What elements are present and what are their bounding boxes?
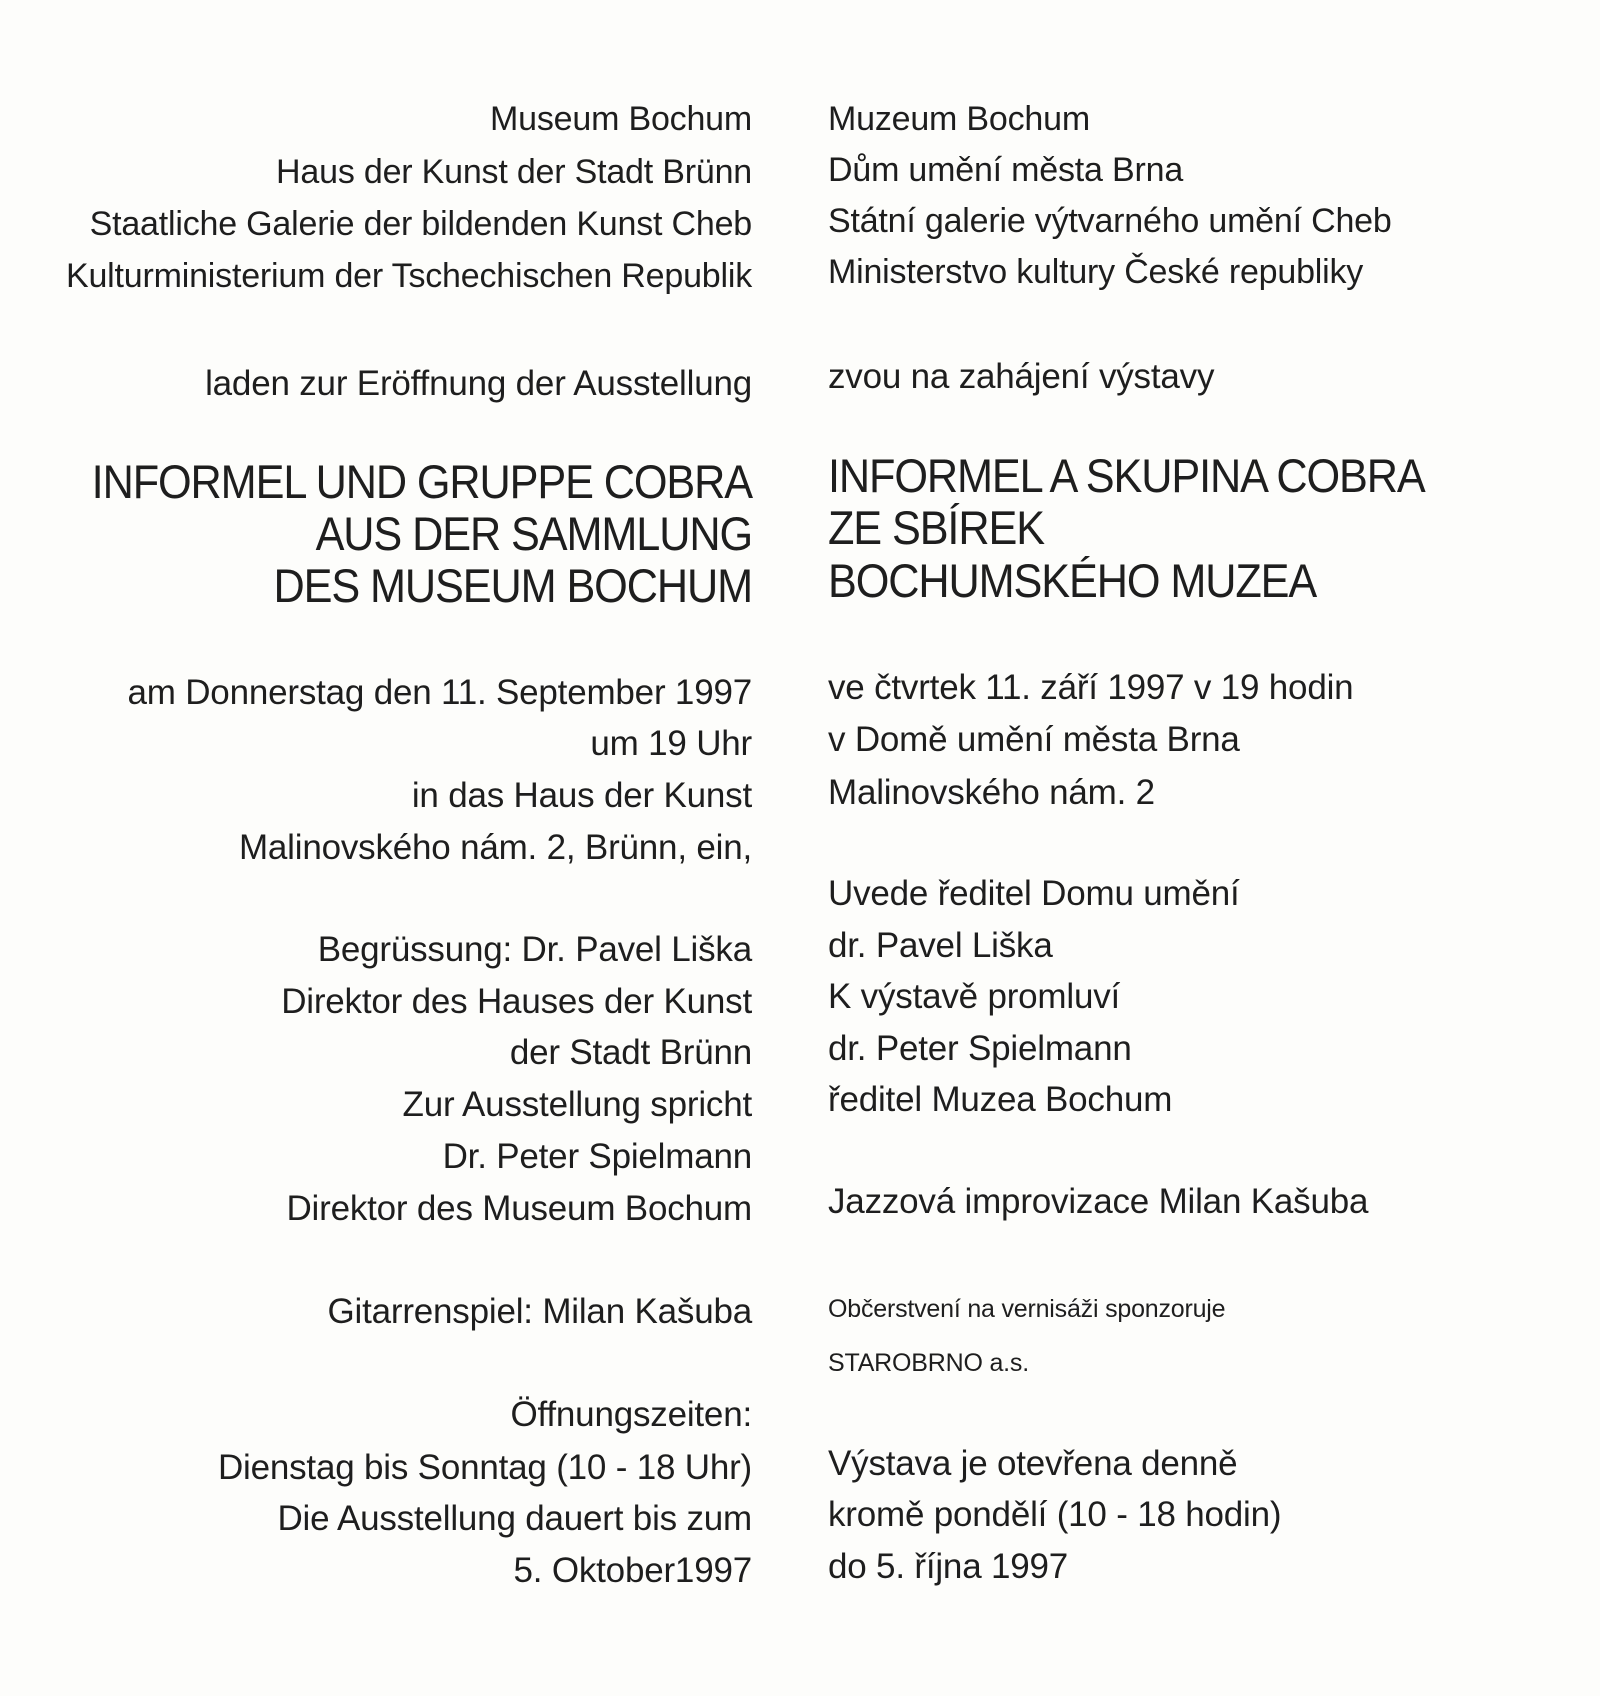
opening-hours-line: kromě pondělí (10 - 18 hodin) [828, 1495, 1282, 1534]
exhibition-title-line: BOCHUMSKÉHO MUZEA [828, 554, 1317, 607]
organizer-line: Státní galerie výtvarného umění Cheb [828, 202, 1392, 240]
organizer-line: Muzeum Bochum [828, 100, 1090, 138]
exhibition-title-line: INFORMEL UND GRUPPE COBRA [91, 455, 752, 508]
event-line: v Domě umění města Brna [828, 720, 1240, 759]
exhibition-title-line: DES MUSEUM BOCHUM [273, 559, 752, 612]
organizer-line: Ministerstvo kultury České republiky [828, 253, 1364, 291]
event-line: Malinovského nám. 2, Brünn, ein, [238, 828, 752, 867]
speaker-line: ředitel Muzea Bochum [828, 1080, 1173, 1119]
speaker-line: Zur Ausstellung spricht [402, 1085, 752, 1124]
opening-hours-line: 5. Oktober1997 [513, 1551, 752, 1590]
music-line: Jazzová improvizace Milan Kašuba [828, 1182, 1369, 1221]
speaker-line: K výstavě promluví [828, 977, 1121, 1016]
event-line: ve čtvrtek 11. září 1997 v 19 hodin [828, 668, 1354, 707]
speaker-line: dr. Pavel Liška [828, 926, 1053, 965]
opening-hours-line: Výstava je otevřena denně [828, 1444, 1238, 1483]
invitation-text: zvou na zahájení výstavy [828, 357, 1215, 396]
event-line: um 19 Uhr [590, 724, 752, 763]
music-line: Gitarrenspiel: Milan Kašuba [327, 1292, 752, 1331]
speaker-line: Direktor des Museum Bochum [286, 1189, 752, 1228]
invitation-text: laden zur Eröffnung der Ausstellung [205, 364, 752, 403]
event-line: Malinovského nám. 2 [828, 773, 1155, 812]
speaker-line: Uvede ředitel Domu umění [828, 874, 1240, 913]
organizer-line: Staatliche Galerie der bildenden Kunst Cheb [89, 205, 752, 243]
event-line: in das Haus der Kunst [411, 776, 752, 815]
speaker-line: dr. Peter Spielmann [828, 1029, 1132, 1068]
opening-hours-line: do 5. října 1997 [828, 1547, 1069, 1586]
opening-hours-line: Dienstag bis Sonntag (10 - 18 Uhr) [217, 1448, 752, 1487]
speaker-line: Begrüssung: Dr. Pavel Liška [317, 930, 752, 969]
sponsor-line: STAROBRNO a.s. [828, 1349, 1029, 1377]
exhibition-title-line: AUS DER SAMMLUNG [315, 507, 752, 560]
organizer-line: Haus der Kunst der Stadt Brünn [276, 153, 752, 191]
speaker-line: Dr. Peter Spielmann [442, 1137, 752, 1176]
event-line: am Donnerstag den 11. September 1997 [127, 673, 752, 712]
organizer-line: Kulturministerium der Tschechischen Republik [66, 257, 752, 295]
speaker-line: Direktor des Hauses der Kunst [281, 982, 752, 1021]
speaker-line: der Stadt Brünn [509, 1033, 752, 1072]
organizer-line: Dům umění města Brna [828, 151, 1184, 189]
sponsor-line: Občerstvení na vernisáži sponzoruje [828, 1295, 1226, 1323]
opening-hours-line: Öffnungszeiten: [510, 1395, 752, 1434]
opening-hours-line: Die Ausstellung dauert bis zum [277, 1499, 752, 1538]
exhibition-title-line: INFORMEL A SKUPINA COBRA [828, 449, 1425, 502]
exhibition-title-line: ZE SBÍREK [828, 501, 1044, 554]
organizer-line: Museum Bochum [490, 100, 752, 138]
